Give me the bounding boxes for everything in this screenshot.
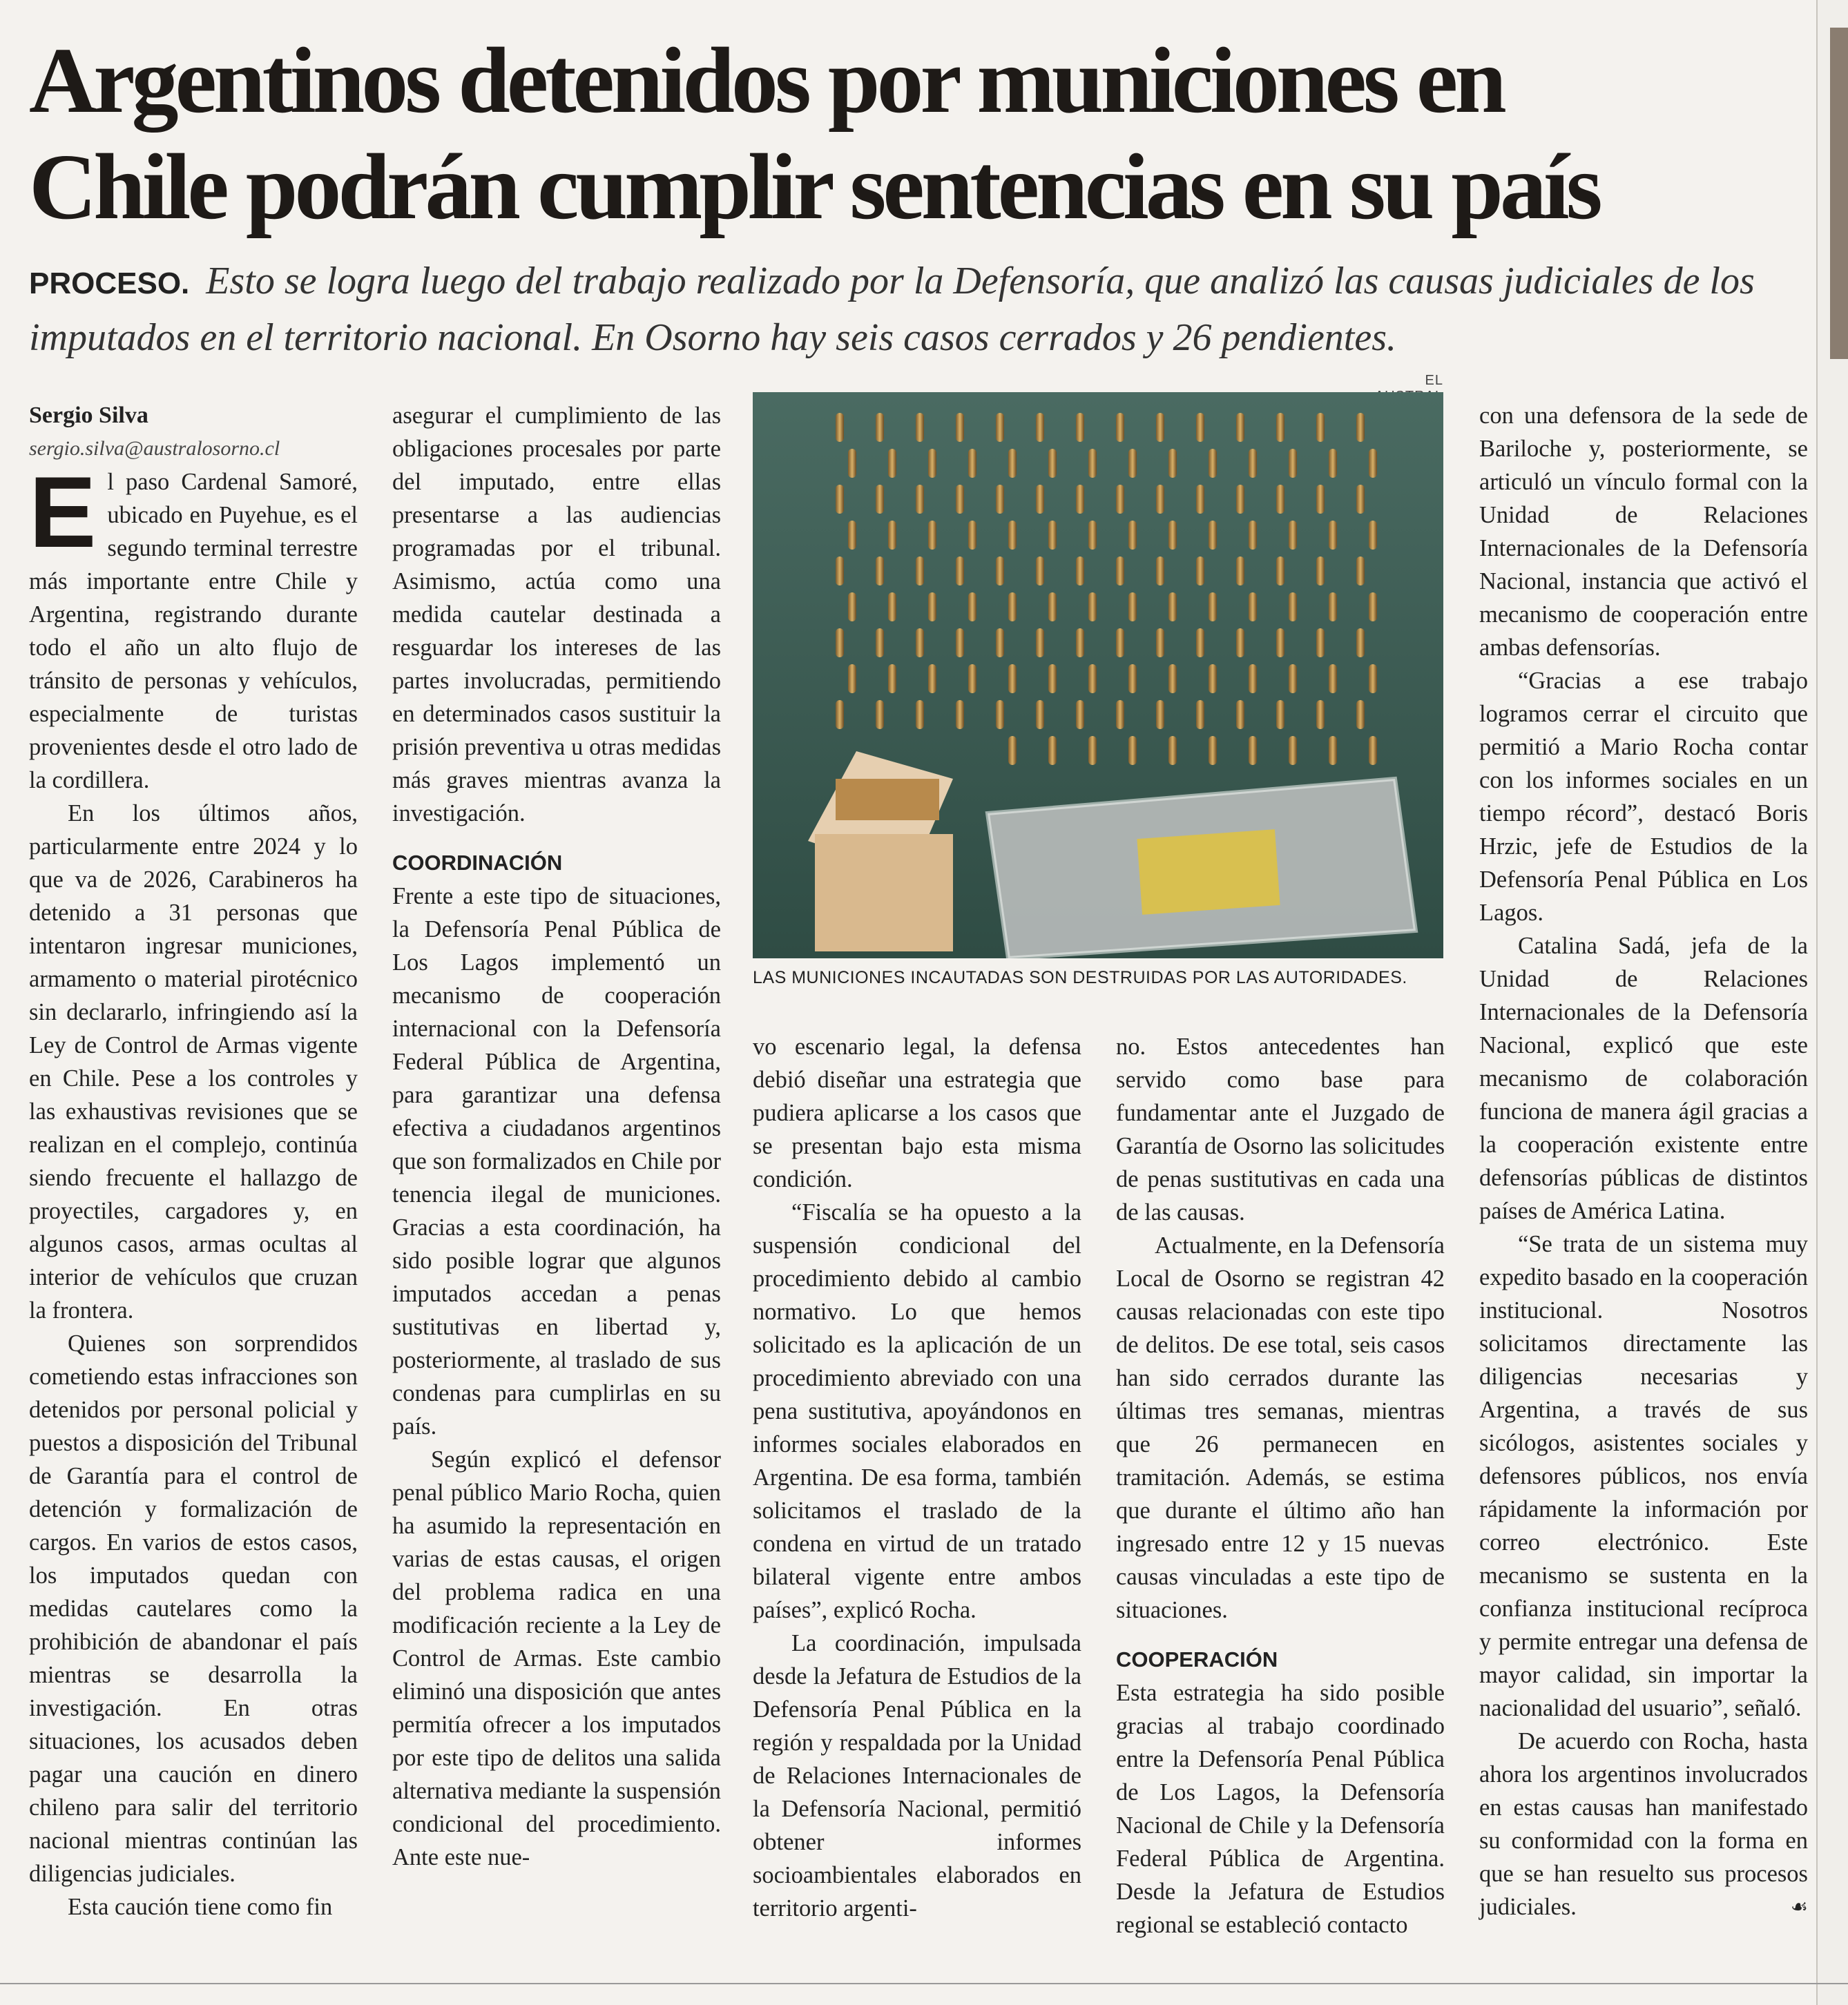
- paragraph: no. Estos antecedentes han servido como base para fundamentar ante el Juzgado de Garantía de Osorno las solicitudes de penas sustitutivas en cada una de las causas.: [1116, 1034, 1445, 1226]
- cartridge: [1289, 521, 1297, 550]
- cartridge: [888, 592, 896, 621]
- cartridge: [1196, 628, 1204, 657]
- cartridge: [916, 413, 924, 442]
- cartridge: [876, 700, 884, 729]
- cartridge: [1128, 592, 1137, 621]
- cartridge: [1196, 413, 1204, 442]
- cartridge: [1369, 664, 1377, 693]
- cartridge: [1116, 413, 1124, 442]
- cartridge: [1168, 736, 1177, 765]
- cartridge: [1329, 521, 1337, 550]
- column-4: [1116, 1030, 1445, 1941]
- cartridge: [1168, 449, 1177, 478]
- cartridge: [1088, 664, 1097, 693]
- cartridge: [888, 521, 896, 550]
- cartridge: [1316, 485, 1325, 514]
- cartridge: [1196, 556, 1204, 585]
- cartridge: [1369, 736, 1377, 765]
- cartridge: [996, 485, 1004, 514]
- author-email[interactable]: sergio.silva@australosorno.cl: [29, 437, 280, 460]
- cartridge: [928, 521, 936, 550]
- dropcap: E: [29, 456, 97, 568]
- cartridge: [1128, 449, 1137, 478]
- cartridge: [1249, 449, 1257, 478]
- paragraph: De acuerdo con Rocha, hasta ahora los argentinos involucrados en estas causas han manifestado su conformidad con la forma en que se han resuelto sus procesos judiciales. ☙: [1479, 1725, 1808, 1924]
- cartridge: [916, 485, 924, 514]
- cartridge: [1276, 413, 1284, 442]
- cartridge: [1249, 521, 1257, 550]
- cartridge: [1168, 664, 1177, 693]
- cartridge: [1128, 664, 1137, 693]
- cartridge: [1289, 736, 1297, 765]
- headline-line-2: Chile podrán cumplir sentencias en su país: [29, 135, 1599, 239]
- cartridge: [1356, 485, 1365, 514]
- cartridge: [1249, 664, 1257, 693]
- cartridge: [1329, 736, 1337, 765]
- cartridge: [1316, 628, 1325, 657]
- paragraph: Esta caución tiene como fin: [68, 1894, 333, 1920]
- bottom-rule: [0, 1983, 1848, 1984]
- cartridge: [956, 485, 964, 514]
- cartridge: [1236, 556, 1244, 585]
- column-5: [1479, 399, 1808, 1924]
- section-heading-cooperacion: COOPERACIÓN: [1116, 1647, 1278, 1672]
- cartridge: [876, 556, 884, 585]
- photo-credit: EL: [1425, 373, 1443, 388]
- cartridge: [1209, 592, 1217, 621]
- cartridge: [1316, 700, 1325, 729]
- cartridge: [1048, 449, 1057, 478]
- cartridge: [916, 628, 924, 657]
- cartridge: [1156, 628, 1164, 657]
- cartridge: [956, 556, 964, 585]
- cartridge: [836, 628, 844, 657]
- cartridge: [1036, 413, 1044, 442]
- cartridge: [1008, 736, 1017, 765]
- cartridge: [1128, 736, 1137, 765]
- cartridge: [996, 700, 1004, 729]
- cartridge: [928, 664, 936, 693]
- cartridge: [1036, 556, 1044, 585]
- cartridge: [1116, 700, 1124, 729]
- cartridge: [1076, 700, 1084, 729]
- cartridge: [1329, 592, 1337, 621]
- column-2: [392, 399, 721, 1874]
- cartridge: [1236, 485, 1244, 514]
- cartridge: [1076, 556, 1084, 585]
- cartridge: [1356, 556, 1365, 585]
- paragraph: En los últimos años, particularmente entre 2024 y lo que va de 2026, Carabineros ha detenido a 31 personas que intentaron ingresar municiones, armamento o material pirotécnico sin declararlo, infringiendo así la Ley de Control de Armas vigente en Chile. Pese a los controles y las exhaustivas revisiones que se realizan en el complejo, continúa siendo frecuente el hallazgo de proyectiles, cargadores y, en algunos casos, armas ocultas al interior de vehículos que cruzan la frontera.: [29, 800, 358, 1324]
- cartridge: [1369, 521, 1377, 550]
- cartridge: [1276, 556, 1284, 585]
- cartridge: [1289, 664, 1297, 693]
- cartridge: [1236, 700, 1244, 729]
- cartridge: [1356, 413, 1365, 442]
- cartridge: [996, 628, 1004, 657]
- cartridge: [848, 449, 856, 478]
- cartridge: [1036, 485, 1044, 514]
- paragraph: Frente a este tipo de situaciones, la Defensoría Penal Pública de Los Lagos implementó un mecanismo de cooperación internacional con la Defensoría Federal Pública de Argentina, para garantizar una defensa efectiva a ciudadanos argentinos que son formalizados en Chile por tenencia ilegal de municiones. Gracias a esta coordinación, ha sido posible lograr que algunos imputados accedan a penas sustitutivas en libertad y, posteriormente, al traslado de sus condenas para cumplirlas en su país.: [392, 883, 721, 1440]
- cartridge: [1076, 413, 1084, 442]
- cartridge: [1249, 736, 1257, 765]
- cartridge: [1076, 485, 1084, 514]
- paragraph: con una defensora de la sede de Bariloche y, posteriormente, se articuló un vínculo formal con la Unidad de Relaciones Internacionales de la Defensoría Nacional, instancia que activó el mecanismo de cooperación entre ambas defensorías.: [1479, 403, 1808, 661]
- cartridge: [836, 413, 844, 442]
- cartridge: [876, 413, 884, 442]
- cartridge: [1156, 485, 1164, 514]
- cartridge: [848, 521, 856, 550]
- cartridge: [836, 556, 844, 585]
- cartridge: [1116, 485, 1124, 514]
- end-mark-icon: ☙: [1790, 1895, 1808, 1918]
- cartridge: [1236, 413, 1244, 442]
- cartridge: [1156, 556, 1164, 585]
- paragraph: asegurar el cumplimiento de las obligaciones procesales por parte del imputado, entre ellas presentarse a las audiencias programadas por el tribunal. Asimismo, actúa como una medida cautelar destinada a resguardar los intereses de las partes involucradas, permitiendo en determinados casos sustituir la prisión preventiva u otras medidas más graves mientras avanza la investigación.: [392, 403, 721, 826]
- cartridge: [876, 628, 884, 657]
- cartridge: [1008, 521, 1017, 550]
- paragraph: Quienes son sorprendidos cometiendo estas infracciones son detenidos por personal policial y puestos a disposición del Tribunal de Garantía para el control de detención y formalización de cargos. En varios de estos casos, los imputados quedan con medidas cautelares como la prohibición de abandonar el país mientras se desarrolla la investigación. En otras situaciones, los acusados deben pagar una caución en dinero chileno para salir del territorio nacional mientras continúan las diligencias judiciales.: [29, 1330, 358, 1887]
- cartridge: [1356, 628, 1365, 657]
- cartridge: [1196, 485, 1204, 514]
- cartridge: [1236, 628, 1244, 657]
- cartridge: [1329, 449, 1337, 478]
- cartridge: [876, 485, 884, 514]
- cartridge: [1128, 521, 1137, 550]
- cartridge: [956, 628, 964, 657]
- cartridge: [928, 592, 936, 621]
- column-1: [29, 399, 358, 1924]
- cartridge: [1036, 700, 1044, 729]
- cartridge: [1168, 521, 1177, 550]
- cartridge: [1008, 592, 1017, 621]
- section-heading-coordinacion: COORDINACIÓN: [392, 851, 563, 875]
- cartridge: [1116, 628, 1124, 657]
- cartridge: [1156, 413, 1164, 442]
- cartridge: [956, 700, 964, 729]
- cartridge: [1076, 628, 1084, 657]
- headline-line-1: Argentinos detenidos por municiones en: [29, 29, 1503, 133]
- cartridge: [1036, 628, 1044, 657]
- cartridge: [836, 485, 844, 514]
- cartridge: [1369, 449, 1377, 478]
- cartridge: [1088, 736, 1097, 765]
- paragraph: “Fiscalía se ha opuesto a la suspensión condicional del procedimiento debido al cambio normativo. Lo que hemos solicitado es la aplicación de un procedimiento abreviado con una pena sustitutiva, apoyándonos en informes sociales elaborados en Argentina. De esa forma, también solicitamos el traslado de la condena en virtud de un tratado bilateral vigente entre ambos países”, explicó Rocha.: [753, 1199, 1081, 1623]
- cartridge: [888, 664, 896, 693]
- deck-kicker: PROCESO.: [29, 267, 190, 300]
- cartridge: [1209, 736, 1217, 765]
- paragraph: Según explicó el defensor penal público Mario Rocha, quien ha asumido la representación en varias de estas causas, el origen del problema radica en una modificación reciente a la Ley de Control de Armas. Este cambio eliminó una disposición que antes permitía ofrecer a los imputados por este tipo de delitos una salida alternativa mediante la suspensión condicional del procedimiento. Ante este nue-: [392, 1446, 721, 1870]
- paragraph: Catalina Sadá, jefa de la Unidad de Relaciones Internacionales de la Defensoría Nacional, explicó que este mecanismo de colaboración funciona de manera ágil gracias a la cooperación existente entre defensorías públicas de distintos países de América Latina.: [1479, 933, 1808, 1224]
- cartridge: [1276, 485, 1284, 514]
- paragraph: vo escenario legal, la defensa debió diseñar una estrategia que pudiera aplicarse a los casos que se presentan bajo esta misma condición.: [753, 1034, 1081, 1192]
- cartridge: [996, 556, 1004, 585]
- adjacent-page-photo: [1830, 28, 1848, 359]
- paragraph: La coordinación, impulsada desde la Jefatura de Estudios de la Defensoría Penal Pública en la región y respaldada por la Unidad de Relaciones Internacionales de la Defensoría Nacional, permitió obtener informes socioambientales elaborados en territorio argenti-: [753, 1630, 1081, 1921]
- cartridge: [968, 592, 976, 621]
- cartridge: [1008, 664, 1017, 693]
- cartridge: [916, 556, 924, 585]
- cartridge: [1316, 413, 1325, 442]
- ammunition-illustration: [753, 392, 1443, 958]
- cartridge: [848, 592, 856, 621]
- cartridge: [1316, 556, 1325, 585]
- cartridge: [1156, 700, 1164, 729]
- paragraph: Esta estrategia ha sido posible gracias al trabajo coordinado entre la Defensoría Penal Pública de Los Lagos, la Defensoría Nacional de Chile y la Defensoría Federal Pública de Argentina. Desde la Jefatura de Estudios regional se estableció contacto: [1116, 1680, 1445, 1938]
- cartridge: [1369, 592, 1377, 621]
- headline: [29, 28, 1797, 240]
- cartridge: [928, 449, 936, 478]
- cartridge: [1088, 449, 1097, 478]
- cartridge: [1116, 556, 1124, 585]
- cartridge: [1196, 700, 1204, 729]
- deck: [29, 254, 1797, 365]
- cartridge: [1048, 736, 1057, 765]
- cartridge: [1209, 521, 1217, 550]
- cartridge: [996, 413, 1004, 442]
- cartridge: [1008, 449, 1017, 478]
- cartridge: [956, 413, 964, 442]
- cartridge: [1209, 449, 1217, 478]
- column-3: [753, 1030, 1081, 1925]
- cartridge: [1276, 700, 1284, 729]
- paragraph: Actualmente, en la Defensoría Local de Osorno se registran 42 causas relacionadas con este tipo de delitos. De ese total, seis casos han sido cerrados durante las últimas tres semanas, mientras que 26 permanecen en tramitación. Además, se estima que durante el último año han ingresado entre 12 y 15 nuevas causas vinculadas a este tipo de situaciones.: [1116, 1232, 1445, 1623]
- cartridge: [1048, 664, 1057, 693]
- deck-text: Esto se logra luego del trabajo realizado por la Defensoría, que analizó las causas judiciales de los imputados en el territorio nacional. En Osorno hay seis casos cerrados y 26 pendientes.: [29, 260, 1755, 359]
- cartridge: [1209, 664, 1217, 693]
- paragraph: “Gracias a ese trabajo logramos cerrar el circuito que permitió a Mario Rocha contar con los informes sociales en un tiempo récord”, destacó Boris Hrzic, jefe de Estudios de la Defensoría Penal Pública en Los Lagos.: [1479, 668, 1808, 926]
- cartridge: [968, 664, 976, 693]
- author-name: Sergio Silva: [29, 403, 148, 428]
- cartridge: [1289, 592, 1297, 621]
- cartridge: [1088, 521, 1097, 550]
- cartridge: [836, 700, 844, 729]
- cartridge: [1329, 664, 1337, 693]
- cartridge: [1168, 592, 1177, 621]
- cartridge: [1289, 449, 1297, 478]
- cartridge: [1088, 592, 1097, 621]
- cartridge: [916, 700, 924, 729]
- photo-caption: LAS MUNICIONES INCAUTADAS SON DESTRUIDAS POR LAS AUTORIDADES.: [753, 968, 1407, 987]
- cartridge: [1356, 700, 1365, 729]
- cartridge: [848, 664, 856, 693]
- ammunition-photo: [753, 392, 1443, 958]
- cartridge: [1249, 592, 1257, 621]
- cartridge: [968, 449, 976, 478]
- cartridge: [888, 449, 896, 478]
- paragraph: El paso Cardenal Samoré, ubicado en Puyehue, es el segundo terminal terrestre más importante entre Chile y Argentina, registrando durante todo el año un alto flujo de tránsito de personas y vehículos, especialmente de turistas provenientes desde el otro lado de la cordillera.: [29, 456, 358, 793]
- cartridge: [1276, 628, 1284, 657]
- cartridge: [968, 521, 976, 550]
- cartridge: [1048, 592, 1057, 621]
- paragraph: “Se trata de un sistema muy expedito basado en la cooperación institucional. Nosotros solicitamos directamente las diligencias necesarias y Argentina, a través de sus sicólogos, asistentes sociales y defensores públicos, nos envía rápidamente la información por correo electrónico. Este mecanismo se sustenta en la confianza institucional recíproca y permite entregar una defensa de mayor calidad, sin importar la nacionalidad del usuario”, señaló.: [1479, 1231, 1808, 1721]
- cartridge: [1048, 521, 1057, 550]
